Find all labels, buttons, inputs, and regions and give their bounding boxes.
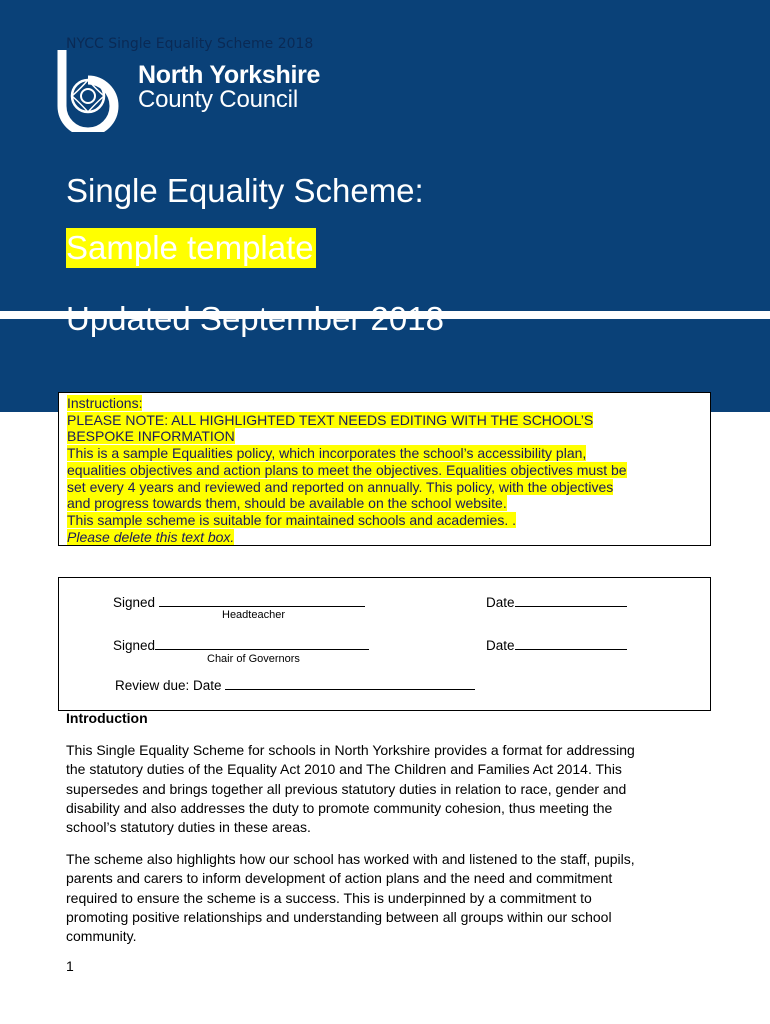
date-row-headteacher [486,595,627,610]
section-heading: Introduction [66,710,148,726]
org-name-line2: County Council [138,86,298,113]
signer-role: Chair of Governors [207,653,300,665]
review-row [115,678,475,693]
document-subtitle: Sample template [66,229,314,266]
instructions-line: and progress towards them, should be available on the school website. [67,495,507,512]
text-line: disability and also addresses the duty to promote community cohesion, thus meeting the [66,799,613,816]
headteacher-date-field[interactable] [515,595,627,607]
instructions-line: This sample scheme is suitable for maintained schools and academies. . [67,511,516,528]
governor-date-field[interactable] [515,638,627,650]
document-header: NYCC Single Equality Scheme 2018 [66,36,314,52]
instructions-heading: Instructions: [67,395,143,411]
text-line: promoting positive relationships and understanding between all groups within our school [66,908,612,925]
instructions-delete-note: Please delete this text box. [67,528,235,545]
intro-paragraph-1 [66,741,716,837]
signed-row-governors [113,638,369,653]
date-label: Date [486,638,515,653]
text-line: This Single Equality Scheme for schools in North Yorkshire provides a format for addressing [66,742,635,758]
text-line: parents and carers to inform development of action plans and the need and commitment [66,870,613,887]
text-line: supersedes and brings together all previous statutory duties in relation to race, gender and [66,780,627,797]
text-line: school’s statutory duties in these areas. [66,819,311,836]
signature-box [58,577,711,711]
date-label: Date [486,595,515,610]
rose-emblem-icon [50,46,145,132]
signed-label: Signed [113,595,156,610]
review-date-field[interactable] [225,678,475,690]
instructions-line: equalities objectives and action plans to meet the objectives. Equalities objectives must be [67,461,627,478]
intro-paragraph-2 [66,850,716,946]
signed-row-headteacher [113,595,365,610]
instructions-box [58,392,711,546]
text-line: community. [66,928,137,945]
instructions-line: PLEASE NOTE: ALL HIGHLIGHTED TEXT NEEDS EDITING WITH THE SCHOOL’S [67,411,594,428]
date-row-governors [486,638,627,653]
page-number: 1 [66,958,74,974]
signer-role: Headteacher [222,609,285,621]
instructions-line: This is a sample Equalities policy, which incorporates the school’s accessibility plan, [67,445,587,462]
org-name-line1: North Yorkshire [138,61,321,89]
text-line: the statutory duties of the Equality Act 2010 and The Children and Families Act 2014. This [66,761,622,778]
text-line: required to ensure the scheme is a success. This is underpinned by a commitment to [66,889,592,906]
text-line: The scheme also highlights how our school has worked with and listened to the staff, pupils, [66,851,635,867]
governor-signature-field[interactable] [155,638,369,650]
review-label: Review due: Date [115,678,222,693]
signed-label: Signed [113,638,156,653]
instructions-line: BESPOKE INFORMATION [67,428,235,445]
document-title: Single Equality Scheme: [66,172,424,209]
headteacher-signature-field[interactable] [159,595,365,607]
instructions-line: set every 4 years and reviewed and reported on annually. This policy, with the objectives [67,478,614,495]
document-updated: Updated September 2018 [66,300,444,337]
